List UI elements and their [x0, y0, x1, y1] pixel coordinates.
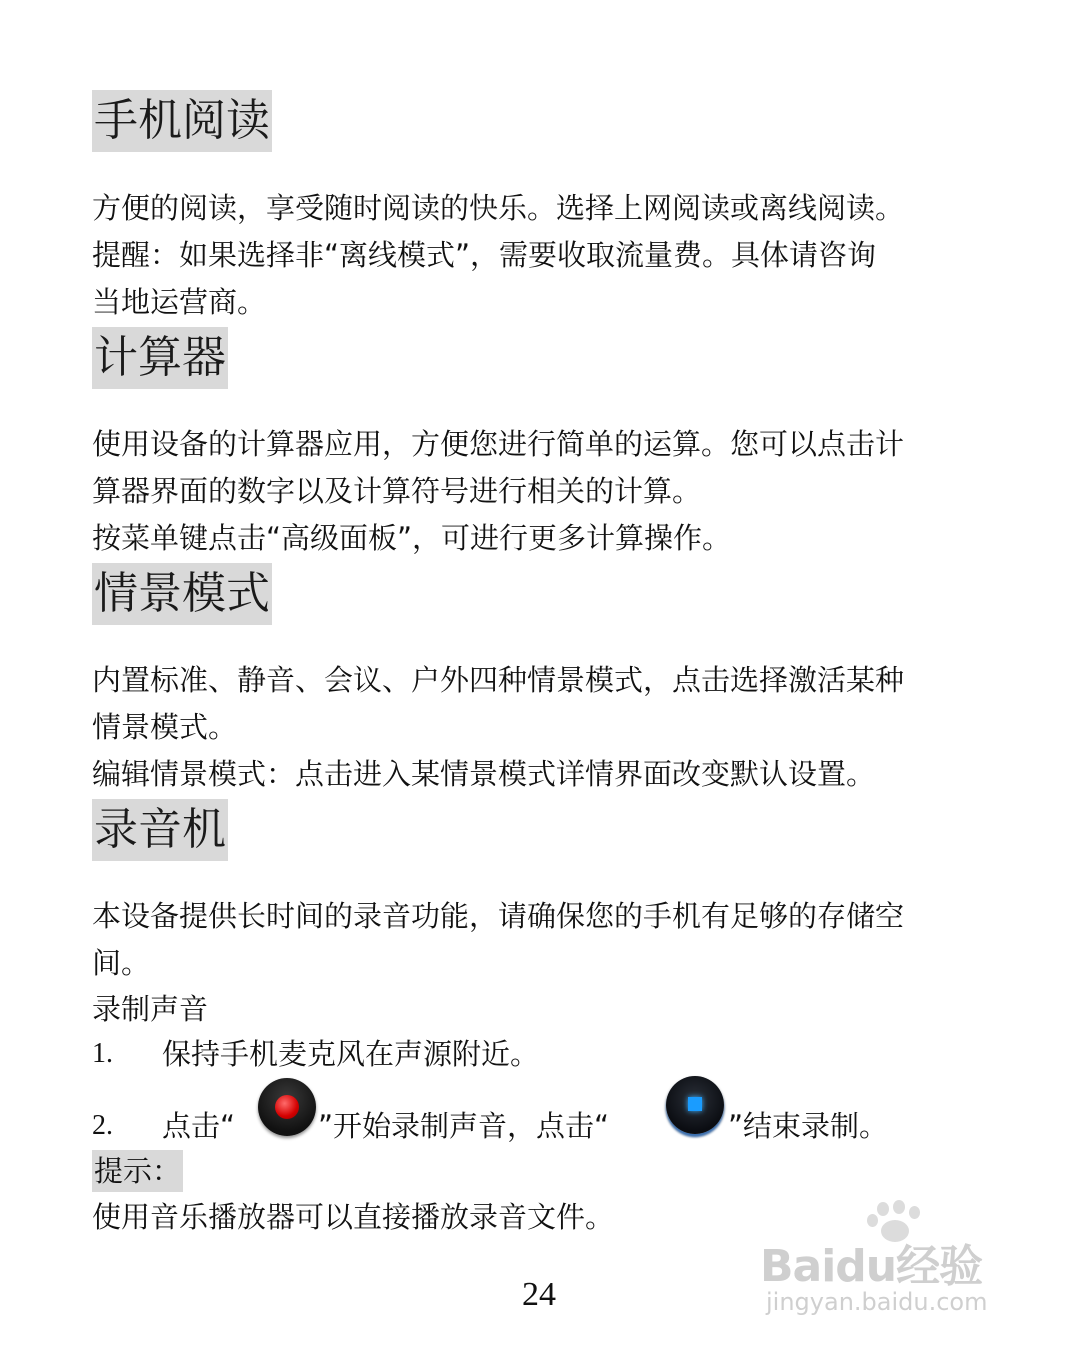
paragraph: 间。 — [92, 946, 151, 980]
paragraph: 使用设备的计算器应用，方便您进行简单的运算。您可以点击计 — [92, 427, 905, 461]
stop-square — [688, 1097, 702, 1111]
paragraph: 内置标准、静音、会议、户外四种情景模式，点击选择激活某种 — [92, 663, 905, 697]
hint-label: 提示： — [92, 1150, 183, 1192]
step-number: 2. — [92, 1110, 113, 1141]
paragraph: 编辑情景模式：点击进入某情景模式详情界面改变默认设置。 — [92, 757, 876, 791]
section-title-reading: 手机阅读 — [92, 90, 272, 152]
stop-button-icon — [666, 1076, 724, 1134]
subheading-record-sound: 录制声音 — [92, 992, 209, 1026]
paragraph: 提醒：如果选择非“离线模式”，需要收取流量费。具体请咨询 — [92, 238, 877, 272]
paragraph: 情景模式。 — [92, 710, 238, 744]
section-title-calculator: 计算器 — [92, 327, 228, 389]
step-text-part: ”结束录制。 — [728, 1109, 889, 1143]
hint-text: 使用音乐播放器可以直接播放录音文件。 — [92, 1200, 615, 1234]
step-number: 1. — [92, 1038, 113, 1069]
step-text-part: 点击“ — [162, 1109, 236, 1143]
record-button-icon — [258, 1078, 316, 1136]
paragraph: 方便的阅读，享受随时阅读的快乐。选择上网阅读或离线阅读。 — [92, 191, 905, 225]
baidu-watermark — [760, 1200, 1020, 1320]
watermark-url: jingyan.baidu.com — [766, 1288, 988, 1316]
step-text: 保持手机麦克风在声源附近。 — [162, 1037, 540, 1071]
section-title-profiles: 情景模式 — [92, 563, 272, 625]
paragraph: 按菜单键点击“高级面板”，可进行更多计算操作。 — [92, 521, 732, 555]
step-text-part: ”开始录制声音，点击“ — [318, 1109, 610, 1143]
record-dot — [275, 1095, 299, 1119]
paragraph: 算器界面的数字以及计算符号进行相关的计算。 — [92, 474, 702, 508]
page-number: 24 — [522, 1276, 556, 1313]
watermark-logo: Baidu经验 — [760, 1241, 983, 1292]
paragraph: 当地运营商。 — [92, 285, 267, 319]
section-title-recorder: 录音机 — [92, 799, 228, 861]
paragraph: 本设备提供长时间的录音功能，请确保您的手机有足够的存储空 — [92, 899, 905, 933]
